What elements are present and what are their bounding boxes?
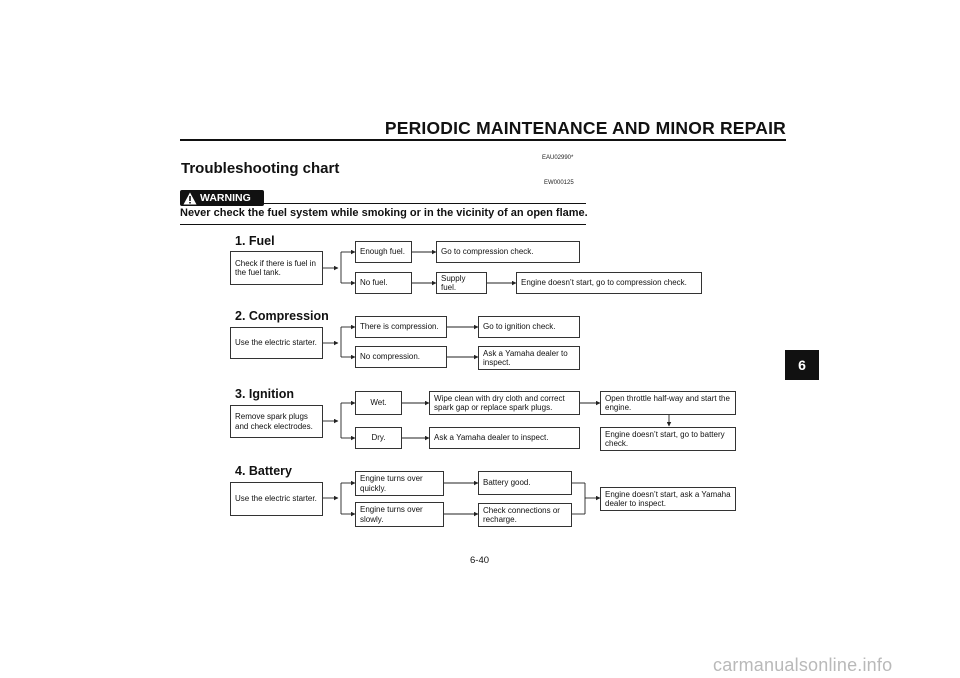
battery-check-box: Use the electric starter. (230, 482, 323, 516)
ignition-heading: 3. Ignition (235, 387, 295, 401)
warning-triangle-icon (183, 192, 197, 205)
fuel-check-box: Check if there is fuel in the fuel tank. (230, 251, 323, 285)
warning-label: WARNING (200, 192, 251, 204)
battery-fast-result-box: Battery good. (478, 471, 572, 495)
fuel-none-result-box: Engine doesn’t start, go to compression check. (516, 272, 702, 294)
warning-code: EW000125 (544, 180, 574, 186)
compression-heading: 2. Compression (235, 309, 329, 323)
compression-yes-result-box: Go to ignition check. (478, 316, 580, 338)
page-number: 6-40 (470, 555, 490, 566)
warning-bottom-rule (180, 224, 586, 225)
battery-slow-result-box: Check connections or recharge. (478, 503, 572, 527)
ignition-wet-action-box: Wipe clean with dry cloth and correct spark gap or replace spark plugs. (429, 391, 580, 415)
ignition-dry-box: Dry. (355, 427, 402, 449)
watermark: carmanualsonline.info (713, 655, 893, 675)
battery-fast-box: Engine turns over quickly. (355, 471, 444, 496)
warning-badge (180, 190, 264, 206)
ignition-wet-box: Wet. (355, 391, 402, 415)
ignition-check-box: Remove spark plugs and check electrodes. (230, 405, 323, 438)
ignition-wet-result-box: Engine doesn’t start, go to battery check. (600, 427, 736, 451)
section-title: Troubleshooting chart (181, 160, 340, 177)
compression-no-result-box: Ask a Yamaha dealer to inspect. (478, 346, 580, 370)
compression-check-box: Use the electric starter. (230, 327, 323, 359)
fuel-heading: 1. Fuel (235, 234, 275, 248)
compression-no-box: No compression. (355, 346, 447, 368)
fuel-supply-box: Supply fuel. (436, 272, 487, 294)
warning-rule (264, 203, 586, 204)
compression-yes-box: There is compression. (355, 316, 447, 338)
header-rule (180, 139, 786, 141)
fuel-enough-box: Enough fuel. (355, 241, 412, 263)
section-code: EAU02990* (542, 155, 574, 161)
battery-slow-box: Engine turns over slowly. (355, 502, 444, 527)
ignition-wet-next-box: Open throttle half-way and start the engine. (600, 391, 736, 415)
battery-heading: 4. Battery (235, 464, 292, 478)
chapter-tab: 6 (785, 350, 819, 380)
battery-final-box: Engine doesn’t start, ask a Yamaha dealer to inspect. (600, 487, 736, 511)
fuel-none-box: No fuel. (355, 272, 412, 294)
warning-text: Never check the fuel system while smoking or in the vicinity of an open flame. (180, 207, 588, 219)
page-header-title: PERIODIC MAINTENANCE AND MINOR REPAIR (384, 118, 786, 138)
fuel-enough-result-box: Go to compression check. (436, 241, 580, 263)
ignition-dry-result-box: Ask a Yamaha dealer to inspect. (429, 427, 580, 449)
